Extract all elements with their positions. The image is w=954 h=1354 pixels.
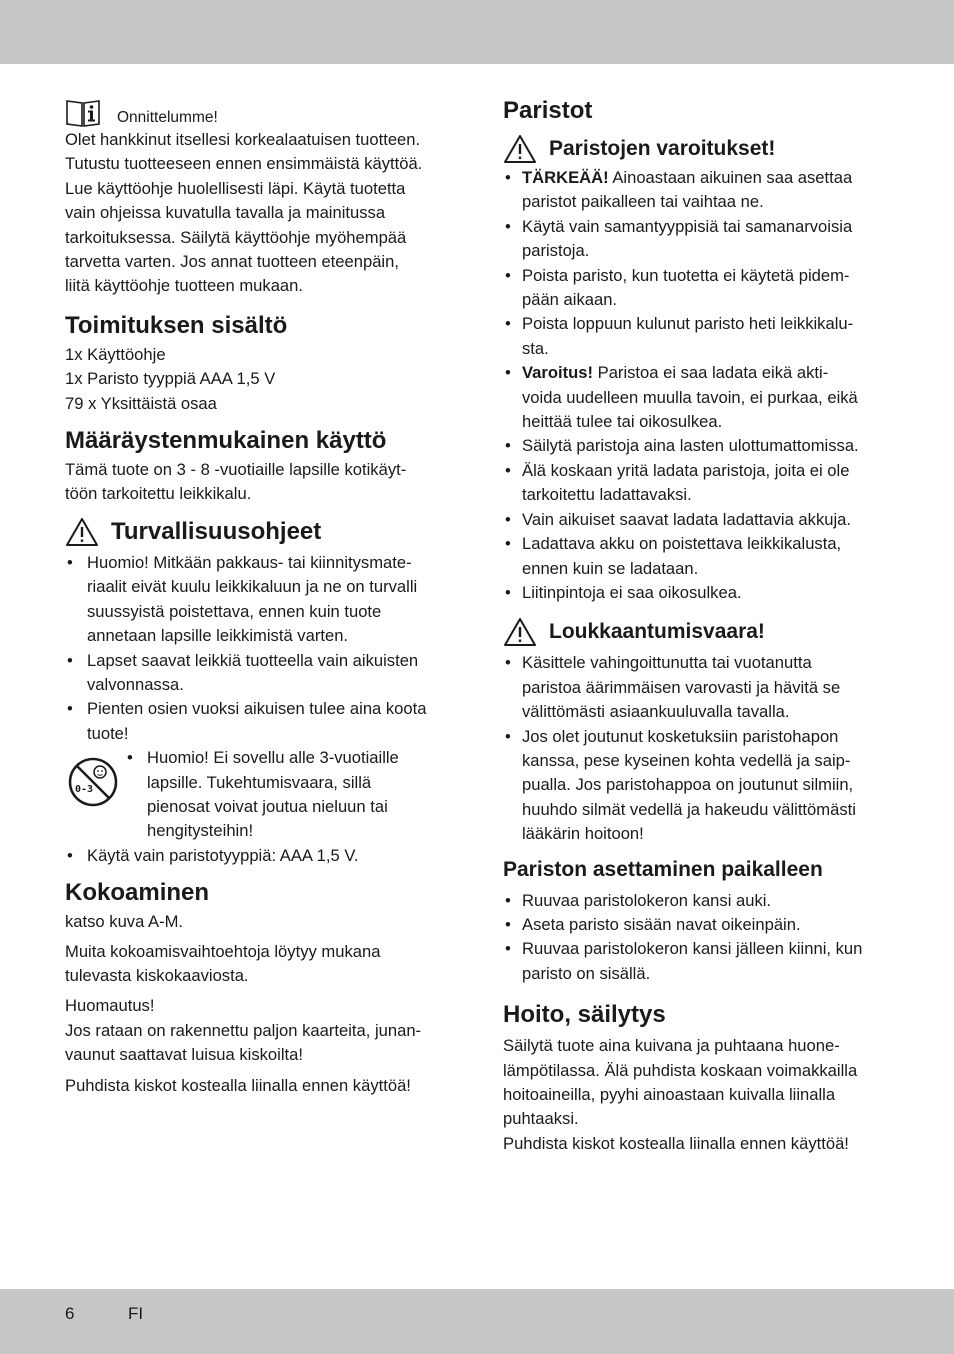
list-item — [503, 937, 898, 986]
assembly-note — [65, 994, 455, 1067]
list-item — [503, 166, 898, 215]
assembly-line: tulevasta kiskokaaviosta. — [65, 965, 249, 985]
list-item — [503, 651, 898, 724]
battery-line: heittää tulee tai oikosulkea. — [522, 412, 723, 432]
list-item — [503, 508, 898, 532]
assembly-clean: Puhdista kiskot kostealla liinalla ennen käyttöä! — [65, 1075, 411, 1095]
list-item — [125, 746, 399, 844]
battery-warnings-list — [503, 166, 898, 605]
care-line: puhtaaksi. — [503, 1109, 579, 1129]
battery-line: Käytä vain samantyyppisiä tai samanarvoisia — [522, 216, 853, 236]
list-item — [503, 889, 898, 913]
battery-line: Poista paristo, kun tuotetta ei käytetä pidem- — [522, 265, 850, 285]
age-warning-line: pienosat voivat joutua nieluun tai — [147, 796, 388, 816]
warning-triangle-icon — [503, 617, 537, 647]
insertion-line: Aseta paristo sisään navat oikeinpäin. — [522, 914, 801, 934]
insertion-line: Ruuvaa paristolokeron kansi jälleen kiinni, kun — [522, 939, 863, 959]
intro-line: tarvetta varten. Jos annat tuotteen eteenpäin, — [65, 252, 399, 272]
header-band — [0, 0, 954, 64]
care-line: lämpötilassa. Älä puhdista koskaan voimakkailla — [503, 1060, 858, 1080]
safety-line: valvonnassa. — [87, 674, 184, 694]
care-line: Säilytä tuote aina kuivana ja puhtaana huone- — [503, 1036, 840, 1056]
battery-line: Poista loppuun kulunut paristo heti leikkikalu- — [522, 314, 854, 334]
battery-warnings-heading: Paristojen varoitukset! — [549, 137, 776, 160]
list-item — [503, 361, 898, 434]
intended-use-line: töön tarkoitettu leikkikalu. — [65, 484, 252, 504]
injury-line: lääkärin hoitoon! — [522, 824, 644, 844]
safety-heading-row — [65, 517, 455, 547]
battery-line: tarkoitettu ladattavaksi. — [522, 485, 692, 505]
contents-item: 79 x Yksittäistä osaa — [65, 393, 217, 413]
list-item — [503, 725, 898, 847]
assembly-heading: Kokoaminen — [65, 879, 210, 907]
list-item — [503, 264, 898, 313]
battery-line: Ladattava akku on poistettava leikkikalusta, — [522, 534, 842, 554]
intro-line: vain ohjeissa kuvatulla tavalla ja mainitussa — [65, 203, 386, 223]
safety-line: annetaan lapsille leikkimistä varten. — [87, 626, 349, 646]
battery-line: paristot paikalleen tai vaihtaa ne. — [522, 192, 764, 212]
note-line: Jos rataan on rakennettu paljon kaarteita, junan- — [65, 1020, 422, 1040]
list-item — [503, 532, 898, 581]
contents-list — [65, 343, 455, 416]
intro-line: Olet hankkinut itsellesi korkealaatuisen tuotteen. — [65, 130, 421, 149]
list-item — [503, 434, 898, 458]
safety-heading: Turvallisuusohjeet — [111, 517, 322, 545]
safety-line: tuote! — [87, 723, 129, 743]
list-item — [503, 312, 898, 361]
injury-line: paristoa äärimmäisen varovasti ja hävitä se — [522, 677, 841, 697]
care-heading: Hoito, säilytys — [503, 1001, 666, 1029]
battery-warnings-heading-row — [503, 134, 898, 164]
age-warning-list — [125, 746, 399, 844]
injury-heading-row — [503, 617, 898, 647]
warning-triangle-icon — [65, 517, 99, 547]
intro-text — [65, 128, 455, 299]
age-warning-line: Huomio! Ei sovellu alle 3-vuotiaille — [147, 748, 399, 768]
page-number: 6 — [65, 1304, 75, 1323]
intended-use-text — [65, 458, 455, 507]
battery-line: Vain aikuiset saavat ladata ladattavia akkuja. — [522, 509, 852, 529]
age-warning-line: lapsille. Tukehtumisvaara, sillä — [147, 772, 372, 792]
age-warning-line: hengitysteihin! — [147, 821, 254, 841]
insertion-line: paristo on sisällä. — [522, 963, 651, 983]
warning-triangle-icon — [503, 134, 537, 164]
insertion-list — [503, 889, 898, 987]
note-line: vaunut saattavat luisua kiskoilta! — [65, 1045, 303, 1065]
injury-line: välittömästi asiaankuuluvalla tavalla. — [522, 702, 790, 722]
intro-heading-row — [65, 98, 455, 128]
age-warning-block — [65, 746, 455, 844]
injury-line: huuhdo silmät vedellä ja hakeudu välittömästi — [522, 799, 856, 819]
battery-line: paristoja. — [522, 241, 590, 261]
contents-heading: Toimituksen sisältö — [65, 311, 288, 339]
intro-line: Tutustu tuotteeseen ennen ensimmäistä käyttöä. — [65, 154, 423, 174]
language-code: FI — [128, 1304, 144, 1323]
no-under-3-icon — [65, 754, 121, 810]
list-item — [503, 913, 898, 937]
safety-line: Pienten osien vuoksi aikuisen tulee aina koota — [87, 699, 427, 719]
care-line: hoitoaineilla, pyyhi ainoastaan kuivalla liinalla — [503, 1085, 836, 1104]
injury-line: Käsittele vahingoittunutta tai vuotanutta — [522, 653, 812, 673]
list-item — [503, 581, 898, 605]
list-item — [65, 697, 455, 746]
injury-line: Jos olet joutunut kosketuksiin paristohapon — [522, 726, 839, 746]
assembly-line: Muita kokoamisvaihtoehtoja löytyy mukana — [65, 941, 381, 961]
safety-line: Lapset saavat leikkiä tuotteella vain aikuisten — [87, 650, 419, 670]
injury-line: kanssa, pese kyseinen kohta vedellä ja saip- — [522, 750, 851, 770]
left-column — [65, 98, 455, 1098]
contents-item: 1x Käyttöohje — [65, 344, 166, 364]
battery-line: Paristoa ei saa ladata eikä akti- — [593, 363, 829, 383]
intended-use-heading: Määräystenmukainen käyttö — [65, 427, 387, 455]
book-info-icon — [65, 98, 101, 128]
age-icon-label: 0-3 — [75, 784, 94, 796]
battery-line: Älä koskaan yritä ladata paristoja, joita ei ole — [522, 460, 850, 480]
note-heading: Huomautus! — [65, 996, 155, 1016]
list-item — [503, 215, 898, 264]
intro-line: tarkoituksessa. Säilytä käyttöohje myöhempää — [65, 227, 407, 247]
intro-line: liitä käyttöohje tuotteen mukaan. — [65, 276, 303, 296]
safety-line: riaalit eivät kuulu leikkikaluun ja ne on turvalli — [87, 577, 418, 597]
injury-list — [503, 651, 898, 846]
list-item — [503, 459, 898, 508]
injury-heading: Loukkaantumisvaara! — [549, 620, 765, 644]
care-text — [503, 1034, 898, 1156]
list-item: • Käytä vain paristotyyppiä: AAA 1,5 V. — [65, 844, 455, 868]
list-item — [65, 649, 455, 698]
insertion-heading: Pariston asettaminen paikalleen — [503, 857, 823, 881]
right-column — [503, 96, 898, 1156]
battery-line: Säilytä paristoja aina lasten ulottumattomissa. — [522, 436, 859, 456]
safety-list-end — [65, 844, 455, 868]
battery-line: Liitinpintoja ei saa oikosulkea. — [522, 582, 742, 602]
insertion-line: Ruuvaa paristolokeron kansi auki. — [522, 890, 772, 910]
contents-item: 1x Paristo tyyppiä AAA 1,5 V — [65, 369, 276, 389]
list-item — [65, 551, 455, 649]
battery-line: Ainoastaan aikuinen saa asettaa — [608, 168, 853, 187]
care-line: Puhdista kiskot kostealla liinalla ennen käyttöä! — [503, 1133, 849, 1153]
batteries-heading: Paristot — [503, 97, 593, 124]
safety-list — [65, 551, 455, 746]
battery-line: pään aikaan. — [522, 290, 618, 310]
battery-line: voida uudelleen muulla tavoin, ei purkaa, eikä — [522, 387, 858, 407]
injury-line: pualla. Jos paristohappoa on joutunut silmiin, — [522, 775, 854, 795]
intro-heading: Onnittelumme! — [117, 109, 218, 126]
safety-line: Huomio! Mitkään pakkaus- tai kiinnitysmate- — [87, 552, 412, 572]
intro-line: Lue käyttöohje huolellisesti läpi. Käytä tuotetta — [65, 178, 406, 198]
warning-label: Varoitus! — [522, 363, 594, 383]
intended-use-line: Tämä tuote on 3 - 8 -vuotiaille lapsille kotikäyt- — [65, 460, 407, 480]
assembly-see-figure: katso kuva A-M. — [65, 912, 184, 932]
battery-line: ennen kuin se ladataan. — [522, 558, 699, 578]
safety-line: suussyistä poistettava, ennen kuin tuote — [87, 601, 382, 621]
battery-line: sta. — [522, 338, 549, 358]
assembly-options — [65, 940, 455, 989]
important-label: TÄRKEÄÄ! — [522, 168, 609, 187]
